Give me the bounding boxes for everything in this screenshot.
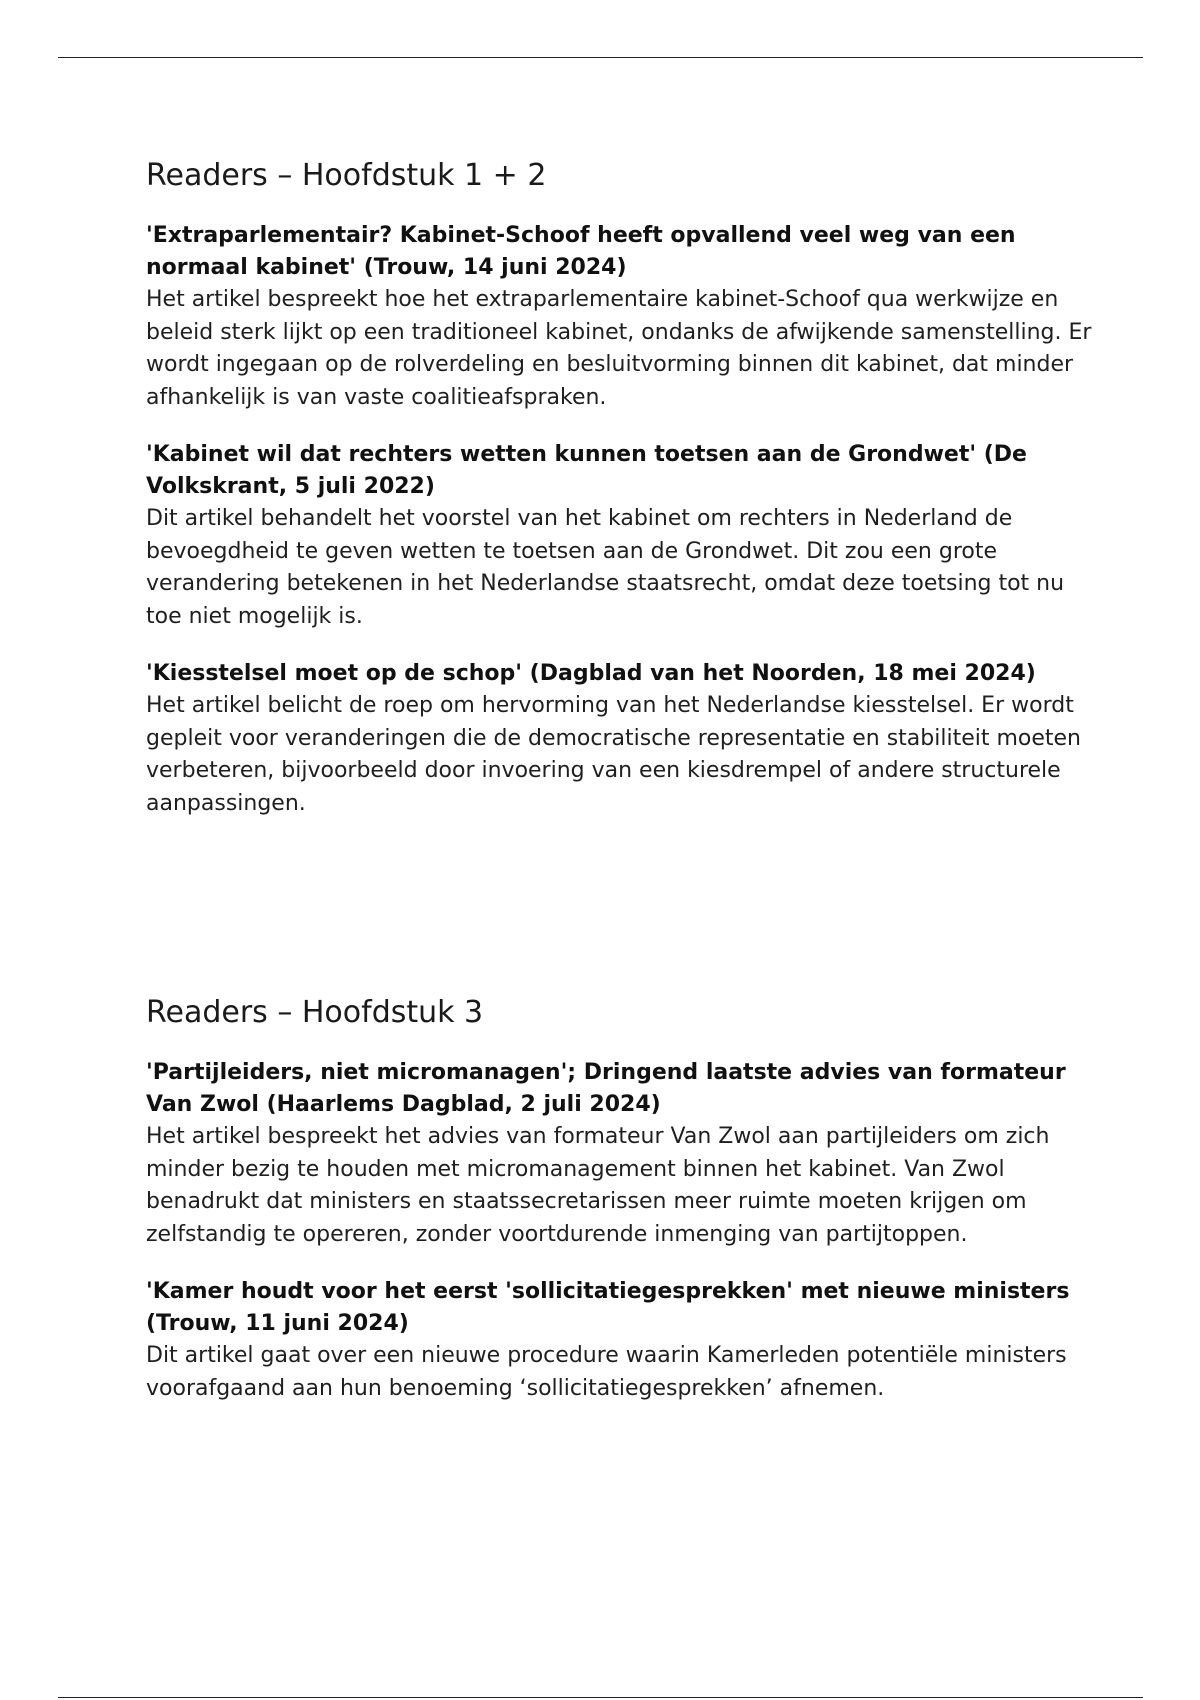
article-summary: Het artikel bespreekt hoe het extraparlementaire kabinet-Schoof qua werkwijze en beleid sterk lijkt op een traditioneel kabinet, ondanks de afwijkende samenstelling. Er wordt ingegaan op de rolverdeling en besluitvorming binnen dit kabinet, dat minder afhankelijk is van vaste coalitieafspraken. <box>146 287 1092 410</box>
section-hoofdstuk-1-2 <box>146 156 1106 845</box>
section-title: Readers – Hoofdstuk 3 <box>146 995 484 1030</box>
article-item <box>146 220 1106 414</box>
article-item <box>146 1276 1106 1405</box>
article-summary: Dit artikel gaat over een nieuwe procedure waarin Kamerleden potentiële ministers voorafgaand aan hun benoeming ‘sollicitatiegesprekken’ afnemen. <box>146 1343 1067 1401</box>
article-summary: Het artikel bespreekt het advies van formateur Van Zwol aan partijleiders om zich minder bezig te houden met micromanagement binnen het kabinet. Van Zwol benadrukt dat ministers en staatssecretarissen meer ruimte moeten krijgen om zelfstandig te opereren, zonder voortdurende inmenging van partijtoppen. <box>146 1124 1050 1247</box>
section-title: Readers – Hoofdstuk 1 + 2 <box>146 158 547 193</box>
footer-rule <box>58 1697 1143 1698</box>
article-summary: Het artikel belicht de roep om hervorming van het Nederlandse kiesstelsel. Er wordt gepleit voor veranderingen die de democratische representatie en stabiliteit moeten verbeteren, bijvoorbeeld door invoering van een kiesdrempel of andere structurele aanpassingen. <box>146 693 1081 816</box>
article-item <box>146 439 1106 633</box>
section-hoofdstuk-3 <box>146 993 1106 1430</box>
article-item <box>146 658 1106 820</box>
article-title: 'Kabinet wil dat rechters wetten kunnen toetsen aan de Grondwet' (De Volkskrant, 5 juli 2022) <box>146 442 1027 499</box>
article-summary: Dit artikel behandelt het voorstel van het kabinet om rechters in Nederland de bevoegdheid te geven wetten te toetsen aan de Grondwet. Dit zou een grote verandering betekenen in het Nederlandse staatsrecht, omdat deze toetsing tot nu toe niet mogelijk is. <box>146 506 1065 629</box>
article-title: 'Kamer houdt voor het eerst 'sollicitatiegesprekken' met nieuwe ministers (Trouw, 11 juni 2024) <box>146 1279 1070 1336</box>
article-title: 'Partijleiders, niet micromanagen'; Dringend laatste advies van formateur Van Zwol (Haarlems Dagblad, 2 juli 2024) <box>146 1060 1066 1117</box>
header-rule <box>58 57 1143 58</box>
article-title: 'Kiesstelsel moet op de schop' (Dagblad van het Noorden, 18 mei 2024) <box>146 661 1036 686</box>
article-item <box>146 1057 1106 1251</box>
article-title: 'Extraparlementair? Kabinet-Schoof heeft opvallend veel weg van een normaal kabinet' (Trouw, 14 juni 2024) <box>146 223 1016 280</box>
